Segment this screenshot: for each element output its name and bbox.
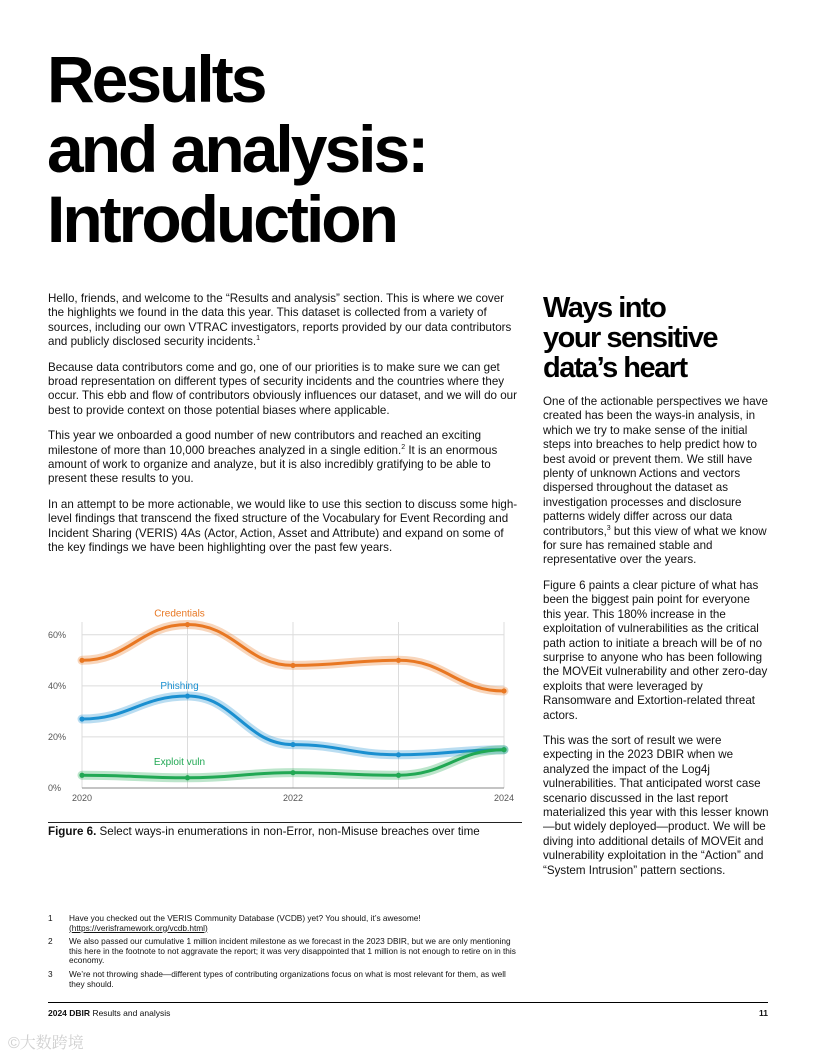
- y-tick-label: 40%: [48, 680, 67, 691]
- data-point: [290, 742, 295, 747]
- footnote-text: Have you checked out the VERIS Community Database (VCDB) yet? You should, it’s awesome!: [69, 913, 421, 923]
- footnote-ref[interactable]: 1: [256, 335, 261, 343]
- figure-caption: [48, 822, 522, 839]
- figure-caption-text: Select ways-in enumerations in non-Error, non-Misuse breaches over time: [96, 825, 480, 838]
- sidebar-title: Ways into your sensitive data’s heart: [543, 292, 718, 384]
- intro-paragraph: This year we onboarded a good number of new contributors and reached an exciting milestone of more than 10,000 breaches analyzed in a single edition.$^2$ It is an enormous amount of work to organize and analyze, but it is also incredibly gratifying to be able to present these results to you.: [48, 429, 498, 486]
- figure-label: Figure 6.: [48, 825, 97, 838]
- page-title: [47, 44, 426, 254]
- title-line: Introduction: [47, 182, 396, 256]
- series-label: Credentials: [154, 608, 205, 620]
- footnote: [48, 970, 518, 989]
- x-tick-label: 2020: [71, 793, 93, 803]
- footnote-text: We also passed our cumulative 1 million incident milestone as we forecast in the 2023 DBIR, but we are only mentioning this here in the footnote to not aggravate the report; it was very disappointed that 1 million is not enough to retire on in this economy.: [69, 936, 516, 966]
- data-point: [185, 622, 190, 627]
- title-line: Results: [47, 42, 265, 116]
- data-point: [79, 716, 84, 721]
- data-point: [290, 663, 295, 668]
- footnote-number: 1: [48, 913, 53, 923]
- data-point: [396, 752, 401, 757]
- sidebar-paragraph: Figure 6 paints a clear picture of what has been the biggest pain point for everyone this year. This 180% increase in the exploitation of vulnerabilities as the critical path action to initiate a breach will be of no surprise to anyone who has been following the MOVEit vulnerability and other zero-day exploits that were leveraged by Ransomware and Extortion-related threat actors.: [543, 578, 768, 722]
- footnote-ref[interactable]: 2: [401, 443, 406, 451]
- sidebar-column: [543, 293, 771, 889]
- watermark: ©大数跨境: [8, 1035, 84, 1052]
- intro-paragraph: Hello, friends, and welcome to the “Results and analysis” section. This is where we cover the highlights we found in the data this year. This dataset is collected from a variety of sources, including our own VTRAC investigators, reports provided by our data contributors and publicly disclosed security incidents.$^1$: [48, 292, 512, 349]
- data-point: [396, 658, 401, 663]
- footnote-number: 2: [48, 936, 53, 947]
- vcdb-link[interactable]: (https://verisframework.org/vcdb.html): [69, 922, 208, 933]
- footer-label: 2024 DBIR Results and analysis: [48, 1008, 171, 1018]
- data-point: [79, 773, 84, 778]
- footnote-text: We’re not throwing shade—different types of contributing organizations focus on what is most relevant for them, as well they should.: [69, 968, 506, 989]
- footnote-ref[interactable]: 3: [606, 524, 611, 532]
- sidebar-paragraph: One of the actionable perspectives we have created has been the ways-in analysis, in which we try to make sense of the initial steps into breaches to help predict how to best avoid or prevent them. We still have plenty of unknown Actions and vectors dispersed throughout the dataset as investigation processes and disclosure patterns widely differ across our data contributors,$^3$ but this view of what we know for sure has remained stable and representative over the years.: [543, 395, 768, 567]
- series-label: Exploit vuln: [153, 756, 206, 768]
- x-tick-label: 2024: [493, 793, 515, 803]
- line-chart: [48, 608, 518, 810]
- page-footer: [48, 1008, 768, 1018]
- data-point: [185, 693, 190, 698]
- page-number: 11: [759, 1008, 768, 1018]
- intro-paragraph: In an attempt to be more actionable, we would like to use this section to discuss some high-level findings that transcend the fixed structure of the Vocabulary for Event Recording and Incident Sharing (VERIS) 4As (Actor, Action, Asset and Attribute) and expand on some of the key findings we have been highlighting over the past few years.: [48, 497, 518, 555]
- footnote: [48, 937, 518, 966]
- data-point: [79, 658, 84, 663]
- footnote: [48, 914, 518, 933]
- figure-6-chart: [48, 608, 518, 810]
- y-tick-label: 20%: [48, 731, 67, 742]
- y-tick-label: 0%: [48, 783, 62, 793]
- data-point: [185, 775, 190, 780]
- x-tick-label: 2022: [282, 793, 304, 803]
- sidebar-paragraph: This was the sort of result we were expecting in the 2023 DBIR when we analyzed the impact of the Log4j vulnerabilities. That anticipated worst case scenario discussed in the last report materialized this year with this lesser known—but widely deployed—product. We will be diving into additional details of MOVEit and vulnerability exploitation in the “Action” and “System Intrusion” pattern sections.: [543, 733, 769, 877]
- data-point: [396, 773, 401, 778]
- series-label: Phishing: [160, 681, 199, 693]
- data-point: [501, 747, 506, 752]
- intro-column: [48, 292, 518, 567]
- title-line: and analysis:: [47, 112, 427, 186]
- intro-paragraph: Because data contributors come and go, one of our priorities is to make sure we can get broad representation on different types of security incidents and the countries where they occur. This ebb and flow of contributors obviously influences our dataset, and we will do our best to provide context on those potential biases where applicable.: [48, 360, 517, 417]
- data-point: [501, 688, 506, 693]
- footnotes: [48, 914, 518, 993]
- y-tick-label: 60%: [48, 629, 67, 640]
- footnote-number: 3: [48, 968, 53, 979]
- data-point: [290, 770, 295, 775]
- footer-divider: [48, 1002, 768, 1003]
